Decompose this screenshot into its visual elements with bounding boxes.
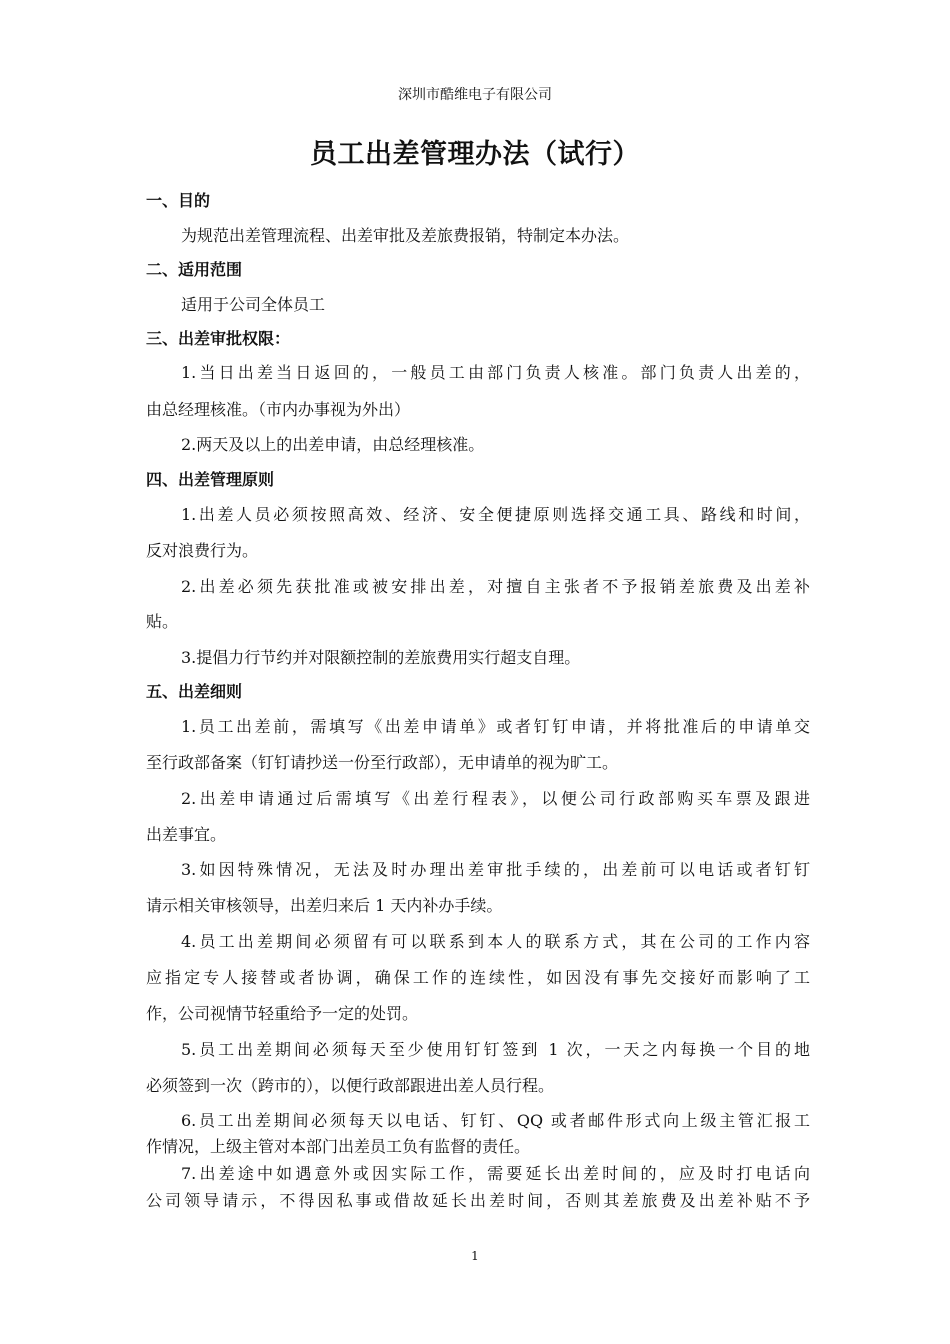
paragraph-line: 1.员工出差前，需填写《出差申请单》或者钉钉申请，并将批准后的申请单交 (181, 717, 810, 736)
paragraph-line: 由总经理核准。（市内办事视为外出） (146, 400, 411, 419)
paragraph-line: 2.出差申请通过后需填写《出差行程表》，以便公司行政部购买车票及跟进 (181, 789, 810, 808)
paragraph: 2.两天及以上的出差申请，由总经理核准。 (181, 435, 485, 454)
paragraph-line: 3.如因特殊情况，无法及时办理出差审批手续的，出差前可以电话或者钉钉 (181, 860, 810, 879)
paragraph-line: 1.当日出差当日返回的，一般员工由部门负责人核准。部门负责人出差的， (181, 363, 810, 382)
paragraph-line: 1.出差人员必须按照高效、经济、安全便捷原则选择交通工具、路线和时间， (181, 505, 810, 524)
paragraph-line: 必须签到一次（跨市的），以便行政部跟进出差人员行程。 (146, 1076, 555, 1095)
paragraph-line: 公司领导请示，不得因私事或借故延长出差时间，否则其差旅费及出差补贴不予 (146, 1191, 810, 1210)
paragraph-line: 4.员工出差期间必须留有可以联系到本人的联系方式，其在公司的工作内容 (181, 932, 810, 951)
section-heading-details: 五、出差细则 (146, 682, 243, 701)
paragraph-line: 2.出差必须先获批准或被安排出差，对擅自主张者不予报销差旅费及出差补 (181, 577, 810, 596)
section-heading-approval: 三、出差审批权限： (146, 329, 291, 348)
paragraph-line: 7.出差途中如遇意外或因实际工作，需要延长出差时间的，应及时打电话向 (181, 1164, 810, 1183)
section-heading-scope: 二、适用范围 (146, 260, 243, 279)
paragraph-line: 反对浪费行为。 (146, 541, 259, 560)
page-number: 1 (471, 1249, 479, 1263)
paragraph-line: 贴。 (146, 612, 179, 631)
company-header: 深圳市酷维电子有限公司 (398, 87, 552, 103)
section-heading-principles: 四、出差管理原则 (146, 470, 275, 489)
paragraph: 3.提倡力行节约并对限额控制的差旅费用实行超支自理。 (181, 648, 581, 667)
paragraph-line: 出差事宜。 (146, 825, 227, 844)
paragraph-line: 5.员工出差期间必须每天至少使用钉钉签到 1 次，一天之内每换一个目的地 (181, 1040, 810, 1059)
paragraph-line: 6.员工出差期间必须每天以电话、钉钉、QQ 或者邮件形式向上级主管汇报工 (181, 1111, 810, 1130)
document-title: 员工出差管理办法（试行） (310, 139, 640, 170)
paragraph: 为规范出差管理流程、出差审批及差旅费报销，特制定本办法。 (181, 226, 630, 245)
paragraph-line: 作，公司视情节轻重给予一定的处罚。 (146, 1004, 419, 1023)
section-heading-purpose: 一、目的 (146, 191, 211, 210)
paragraph-line: 至行政部备案（钉钉请抄送一份至行政部），无申请单的视为旷工。 (146, 753, 619, 772)
paragraph-line: 请示相关审核领导，出差归来后 1 天内补办手续。 (146, 896, 503, 915)
paragraph-line: 应指定专人接替或者协调，确保工作的连续性，如因没有事先交接好而影响了工 (146, 968, 810, 987)
paragraph: 适用于公司全体员工 (181, 295, 326, 314)
paragraph-line: 作情况，上级主管对本部门出差员工负有监督的责任。 (146, 1137, 531, 1156)
